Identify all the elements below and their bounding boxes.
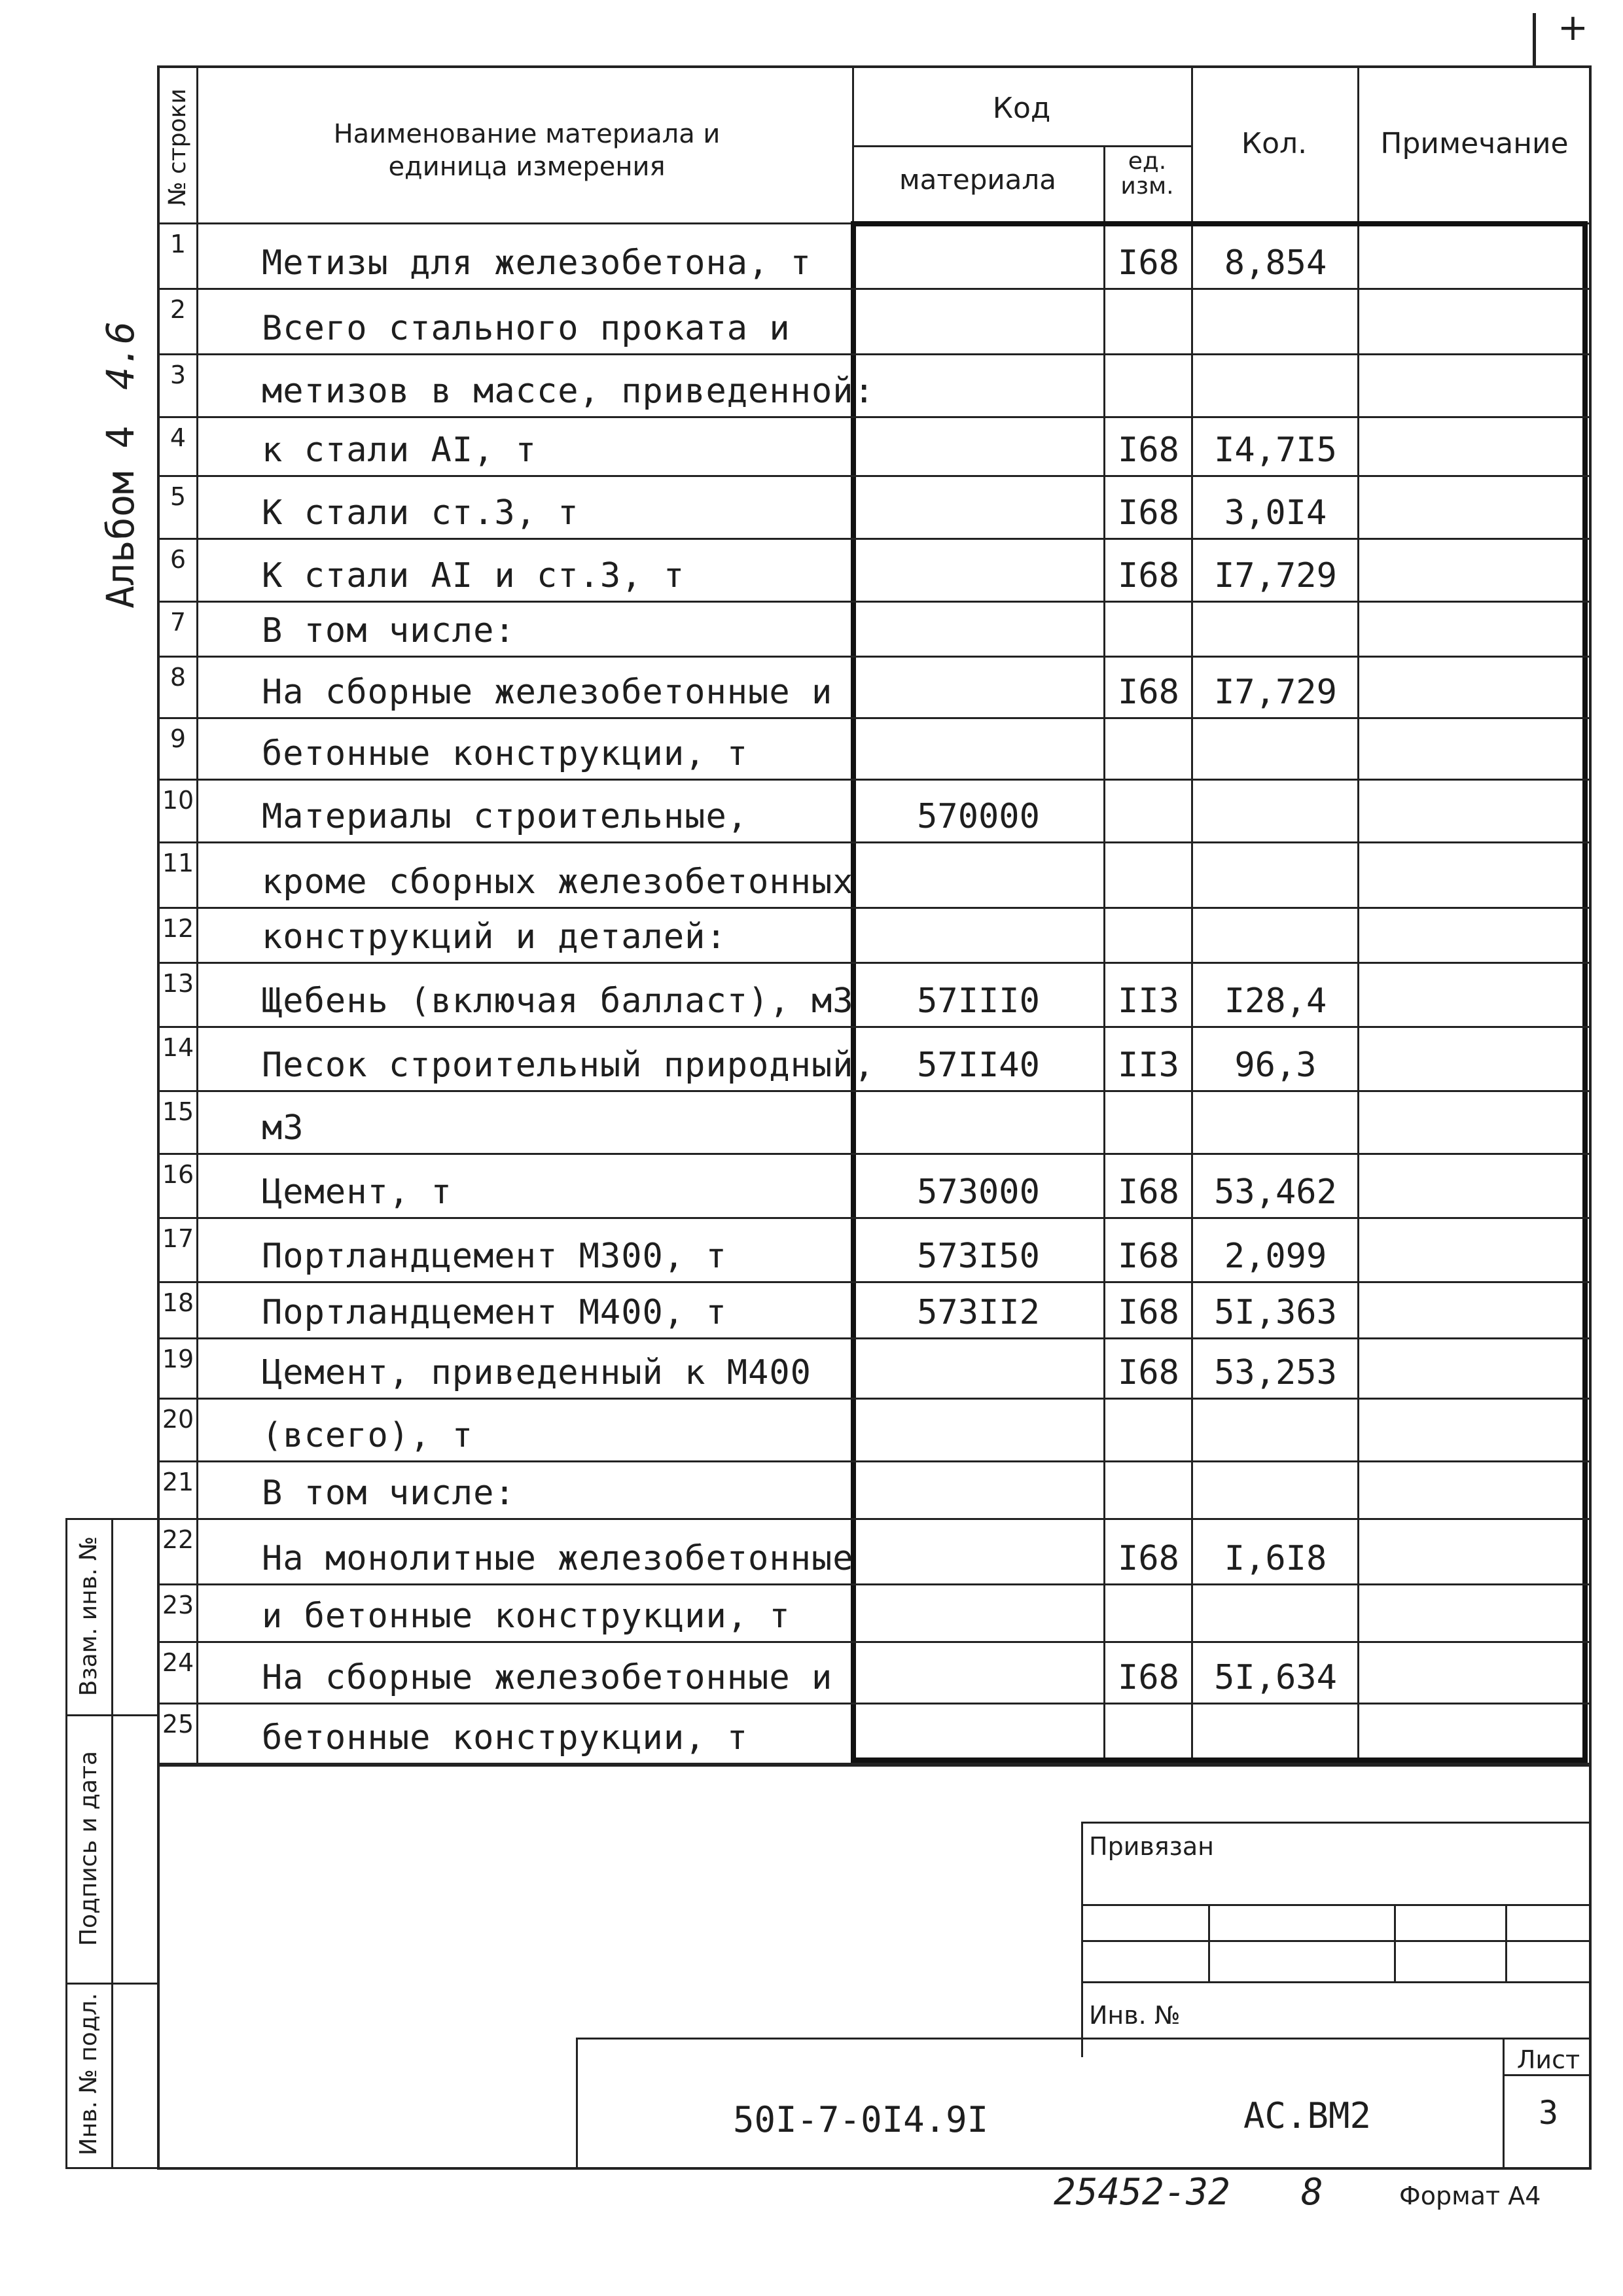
row-number: 12 xyxy=(162,914,194,943)
table-row xyxy=(0,1518,1623,1583)
row-number: 2 xyxy=(169,295,187,324)
table-row xyxy=(0,1337,1623,1398)
unit-code: I68 xyxy=(1118,1237,1179,1276)
row-number: 25 xyxy=(162,1710,194,1739)
quantity: 5I,634 xyxy=(1214,1658,1337,1697)
tb-doc-mark: АС.ВМ2 xyxy=(1243,2095,1372,2136)
material-name: На сборные железобетонные и xyxy=(262,673,833,712)
unit-code: I68 xyxy=(1118,431,1179,470)
stamp-left-border xyxy=(65,1518,67,2169)
table-row xyxy=(0,1281,1623,1337)
header-split-line xyxy=(852,145,1191,147)
table-row xyxy=(0,907,1623,962)
table-row xyxy=(0,962,1623,1026)
table-top-border xyxy=(157,65,1592,68)
tb-line-2 xyxy=(1081,1940,1592,1942)
quantity: 53,462 xyxy=(1214,1173,1337,1212)
row-number: 19 xyxy=(162,1345,194,1373)
row-divider xyxy=(157,841,1592,843)
material-name: и бетонные конструкции, т xyxy=(262,1597,791,1636)
tb-sheet-no: 3 xyxy=(1538,2094,1559,2132)
header-row-no: № строки xyxy=(164,88,191,206)
unit-code: I68 xyxy=(1118,1658,1179,1697)
footer-handwritten-2: 8 xyxy=(1301,2171,1323,2214)
quantity: 8,854 xyxy=(1224,243,1327,283)
quantity: I4,7I5 xyxy=(1214,431,1337,470)
material-name: кроме сборных железобетонных xyxy=(262,862,854,902)
table-row xyxy=(0,1460,1623,1518)
row-divider xyxy=(157,1153,1592,1155)
table-bottom-border xyxy=(157,2167,1592,2170)
material-code: 570000 xyxy=(917,797,1040,836)
material-name: На монолитные железобетонные xyxy=(262,1539,854,1578)
row-divider xyxy=(157,288,1592,290)
quantity: I7,729 xyxy=(1214,556,1337,595)
table-row xyxy=(0,1026,1623,1090)
row-divider xyxy=(157,1460,1592,1462)
row-divider xyxy=(157,1217,1592,1219)
row-divider xyxy=(157,1281,1592,1283)
material-name: В том числе: xyxy=(262,1474,516,1513)
corner-mark: + xyxy=(1558,7,1588,49)
material-name: К стали AI и ст.3, т xyxy=(262,556,685,595)
table-row xyxy=(0,475,1623,538)
table-row xyxy=(0,1398,1623,1460)
stamp-mid-border xyxy=(111,1518,113,2169)
table-row xyxy=(0,1641,1623,1703)
material-name: Всего стального проката и xyxy=(262,309,791,348)
tb-doc-code: 50I-7-0I4.9I xyxy=(733,2099,989,2140)
table-row xyxy=(0,1153,1623,1217)
row-number: 7 xyxy=(169,608,187,637)
row-number: 6 xyxy=(169,545,187,574)
tb-sheet-left xyxy=(1503,2038,1505,2168)
material-code: 57III0 xyxy=(917,981,1040,1021)
tb-sheet-label: Лист xyxy=(1516,2045,1580,2074)
tb-privyazan: Привязан xyxy=(1089,1832,1214,1861)
material-code: 57II40 xyxy=(917,1046,1040,1085)
header-note: Примечание xyxy=(1380,127,1569,160)
row-number: 22 xyxy=(162,1525,194,1554)
stamp-podpis: Подпись и дата xyxy=(75,1750,102,1947)
table-row xyxy=(0,1583,1623,1641)
material-name: Щебень (включая балласт), м3 xyxy=(262,981,854,1021)
row-divider xyxy=(157,1337,1592,1339)
material-name: Материалы строительные, xyxy=(262,797,749,836)
row-divider xyxy=(157,1398,1592,1400)
tb-main-line xyxy=(576,2038,1592,2040)
row-number: 18 xyxy=(162,1288,194,1317)
material-name: Цемент, т xyxy=(262,1173,452,1212)
unit-code: II3 xyxy=(1118,1046,1179,1085)
row-number: 11 xyxy=(162,849,194,877)
tb-line-1 xyxy=(1081,1904,1592,1906)
table-row xyxy=(0,717,1623,779)
material-name: Портландцемент М300, т xyxy=(262,1237,727,1276)
row-number: 20 xyxy=(162,1405,194,1434)
header-code-material: материала xyxy=(899,164,1056,196)
unit-code: I68 xyxy=(1118,243,1179,283)
unit-code: I68 xyxy=(1118,556,1179,595)
corner-bar xyxy=(1533,13,1536,65)
tb-top-line xyxy=(1081,1822,1592,1824)
quantity: 53,253 xyxy=(1214,1353,1337,1392)
tb-main-left xyxy=(576,2038,578,2168)
row-number: 9 xyxy=(169,724,187,753)
row-number: 23 xyxy=(162,1591,194,1619)
footer-handwritten: 25452-32 xyxy=(1054,2171,1230,2214)
row-number: 4 xyxy=(169,423,187,452)
table-row xyxy=(0,656,1623,717)
row-divider xyxy=(157,1026,1592,1028)
row-number: 3 xyxy=(169,361,187,389)
material-name: конструкций и деталей: xyxy=(262,917,727,957)
header-name: Наименование материала и единица измерения xyxy=(333,119,721,182)
row-divider xyxy=(157,538,1592,540)
row-number: 21 xyxy=(162,1468,194,1496)
table-row xyxy=(0,1090,1623,1153)
row-number: 10 xyxy=(162,786,194,815)
table-row xyxy=(0,841,1623,907)
material-name: Песок строительный природный, xyxy=(262,1046,875,1085)
material-name: К стали ст.3, т xyxy=(262,493,579,533)
row-divider xyxy=(157,962,1592,964)
row-divider xyxy=(157,779,1592,781)
row-divider xyxy=(157,475,1592,477)
table-row xyxy=(0,1217,1623,1281)
material-name: к стали AI, т xyxy=(262,431,537,470)
row-divider xyxy=(157,907,1592,909)
row-number: 5 xyxy=(169,482,187,511)
quantity: I28,4 xyxy=(1224,981,1327,1021)
unit-code: I68 xyxy=(1118,1173,1179,1212)
unit-code: I68 xyxy=(1118,673,1179,712)
quantity: I,6I8 xyxy=(1224,1539,1327,1578)
unit-code: I68 xyxy=(1118,1293,1179,1332)
tb-col-1 xyxy=(1208,1904,1210,1981)
row-divider xyxy=(157,601,1592,603)
header-code-unit: ед. изм. xyxy=(1120,148,1174,200)
unit-code: I68 xyxy=(1118,1353,1179,1392)
material-name: В том числе: xyxy=(262,611,516,650)
row-divider xyxy=(157,1703,1592,1704)
row-divider xyxy=(157,1583,1592,1585)
table-row xyxy=(0,779,1623,841)
quantity: I7,729 xyxy=(1214,673,1337,712)
row-divider xyxy=(157,353,1592,355)
row-number: 24 xyxy=(162,1648,194,1677)
unit-code: I68 xyxy=(1118,493,1179,533)
table-row xyxy=(0,601,1623,656)
table-row xyxy=(0,416,1623,475)
stamp-vzam: Взам. инв. № xyxy=(75,1536,102,1697)
material-name: (всего), т xyxy=(262,1416,474,1455)
row-number: 8 xyxy=(169,663,187,692)
unit-code: I68 xyxy=(1118,1539,1179,1578)
quantity: 3,0I4 xyxy=(1224,493,1327,533)
table-row xyxy=(0,1703,1623,1763)
header-code: Код xyxy=(992,92,1051,125)
table-row xyxy=(0,288,1623,353)
row-number: 13 xyxy=(162,969,194,998)
row-number: 16 xyxy=(162,1160,194,1189)
material-code: 573I50 xyxy=(917,1237,1040,1276)
stamp-inv-podl: Инв. № подл. xyxy=(75,1992,102,2156)
row-divider xyxy=(157,1641,1592,1643)
stamp-line-1 xyxy=(65,1714,157,1716)
material-name: Метизы для железобетона, т xyxy=(262,243,812,283)
header-qty: Кол. xyxy=(1241,127,1308,160)
material-name: метизов в массе, приведенной: xyxy=(262,372,875,411)
quantity: 96,3 xyxy=(1234,1046,1317,1085)
row-divider xyxy=(157,1090,1592,1092)
tb-col-2 xyxy=(1394,1904,1396,1981)
material-name: бетонные конструкции, т xyxy=(262,734,749,773)
table-row xyxy=(0,222,1623,288)
album-title: Альбом 4 xyxy=(98,425,143,609)
material-name: м3 xyxy=(262,1108,304,1148)
tb-line-3 xyxy=(1081,1981,1592,1983)
row-divider xyxy=(157,1518,1592,1520)
quantity: 2,099 xyxy=(1224,1237,1327,1276)
footer-format: Формат А4 xyxy=(1399,2181,1541,2210)
material-name: бетонные конструкции, т xyxy=(262,1718,749,1757)
quantity: 5I,363 xyxy=(1214,1293,1337,1332)
data-bottom-line xyxy=(157,1763,1592,1767)
table-row xyxy=(0,353,1623,416)
album-note: 4.6 xyxy=(98,321,143,390)
material-code: 573II2 xyxy=(917,1293,1040,1332)
unit-code: II3 xyxy=(1118,981,1179,1021)
row-number: 17 xyxy=(162,1224,194,1253)
table-row xyxy=(0,538,1623,601)
tb-left-line xyxy=(1081,1822,1083,2057)
tb-sheet-line xyxy=(1503,2074,1592,2076)
row-divider xyxy=(157,717,1592,719)
row-number: 14 xyxy=(162,1033,194,1062)
tb-col-3 xyxy=(1505,1904,1507,1981)
row-divider xyxy=(157,656,1592,658)
row-number: 1 xyxy=(169,230,187,258)
material-name: Цемент, приведенный к М400 xyxy=(262,1353,812,1392)
material-name: На сборные железобетонные и xyxy=(262,1658,833,1697)
material-name: Портландцемент М400, т xyxy=(262,1293,727,1332)
row-number: 15 xyxy=(162,1097,194,1126)
material-code: 573000 xyxy=(917,1173,1040,1212)
row-divider xyxy=(157,416,1592,418)
tb-inv-no: Инв. № xyxy=(1089,2001,1181,2030)
